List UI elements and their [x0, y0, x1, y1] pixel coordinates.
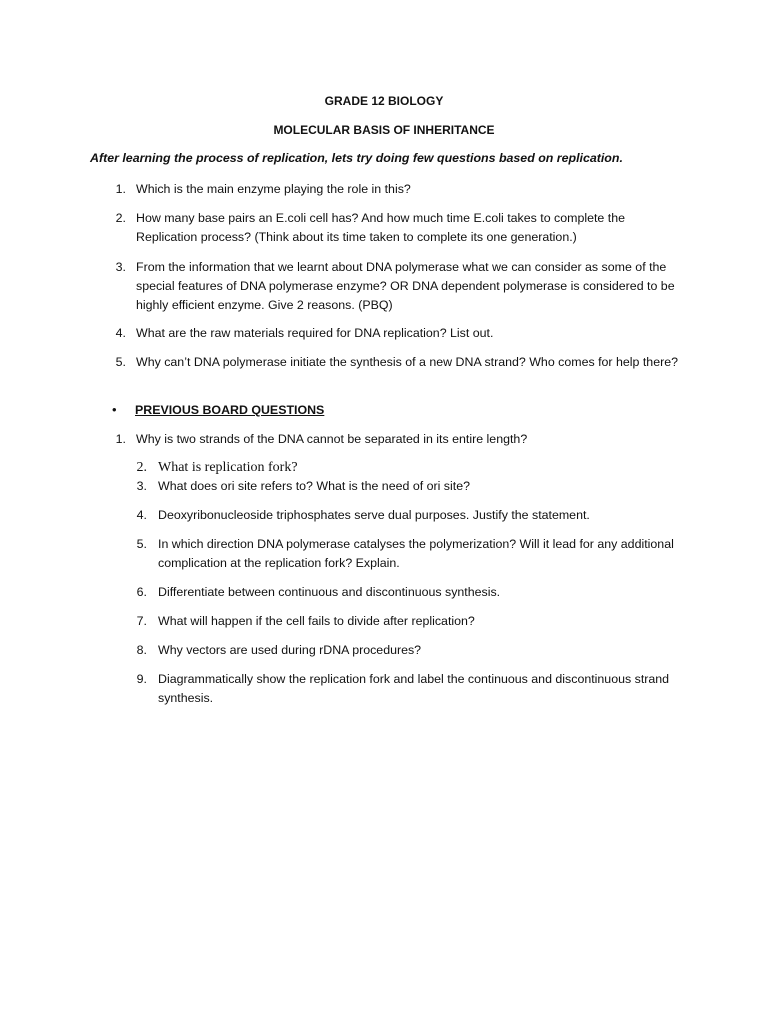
question-number: 3. — [136, 479, 147, 493]
question-text: Why is two strands of the DNA cannot be separated in its entire length? — [136, 432, 528, 446]
question-number: 5. — [136, 537, 147, 551]
question-number: 1. — [115, 432, 126, 446]
question-number: 5. — [115, 355, 126, 369]
board-question-item — [135, 477, 675, 496]
board-question-item — [135, 583, 675, 602]
question-number: 2. — [115, 211, 126, 225]
question-text: In which direction DNA polymerase catalyses the polymerization? Will it lead for any additional complication at the replication fork? Explain. — [158, 537, 674, 570]
question-number: 2. — [136, 460, 147, 475]
question-text: Why vectors are used during rDNA procedures? — [158, 643, 422, 657]
question-number: 9. — [136, 672, 147, 686]
question-number: 4. — [115, 326, 126, 340]
question-number: 4. — [136, 508, 147, 522]
board-questions-label: PREVIOUS BOARD QUESTIONS — [135, 403, 325, 417]
document-subtitle: MOLECULAR BASIS OF INHERITANCE — [273, 123, 495, 137]
question-item — [112, 353, 682, 372]
document-title: GRADE 12 BIOLOGY — [324, 94, 444, 108]
question-text: How many base pairs an E.coli cell has? And how much time E.coli takes to complete the Replication process? (Think about its time taken to complete its one generation.) — [136, 211, 625, 244]
question-number: 8. — [136, 643, 147, 657]
question-text: Diagrammatically show the replication fork and label the continuous and discontinuous strand synthesis. — [158, 672, 670, 705]
question-text: What will happen if the cell fails to divide after replication? — [158, 614, 475, 628]
question-text: What are the raw materials required for DNA replication? List out. — [136, 326, 494, 340]
question-text: What does ori site refers to? What is the need of ori site? — [158, 479, 470, 493]
question-item — [112, 180, 682, 199]
board-question-item — [135, 506, 675, 525]
question-number: 3. — [115, 260, 126, 274]
question-text: Which is the main enzyme playing the role in this? — [136, 182, 411, 196]
question-number: 1. — [115, 182, 126, 196]
question-text: Why can’t DNA polymerase initiate the synthesis of a new DNA strand? Who comes for help there? — [136, 355, 678, 369]
question-number: 6. — [136, 585, 147, 599]
board-question-item — [135, 458, 675, 477]
board-questions-heading — [112, 400, 324, 420]
board-question-item — [112, 430, 682, 449]
board-question-item — [135, 535, 675, 573]
question-text: What is replication fork? — [158, 460, 298, 475]
question-item — [112, 258, 682, 315]
question-number: 7. — [136, 614, 147, 628]
question-item — [112, 209, 682, 247]
question-text: Differentiate between continuous and discontinuous synthesis. — [158, 585, 501, 599]
question-item — [112, 324, 682, 343]
bullet-icon: • — [112, 402, 117, 417]
board-question-item — [135, 641, 675, 660]
intro-text: After learning the process of replication, lets try doing few questions based on replication. — [90, 151, 623, 165]
question-text: Deoxyribonucleoside triphosphates serve dual purposes. Justify the statement. — [158, 508, 590, 522]
board-question-item — [135, 670, 675, 708]
question-text: From the information that we learnt about DNA polymerase what we can consider as some of the special features of DNA polymerase enzyme? OR DNA dependent polymerase is considered to be highly efficient enzyme. Give 2 reasons. (PBQ) — [136, 260, 675, 312]
board-question-item — [135, 612, 675, 631]
